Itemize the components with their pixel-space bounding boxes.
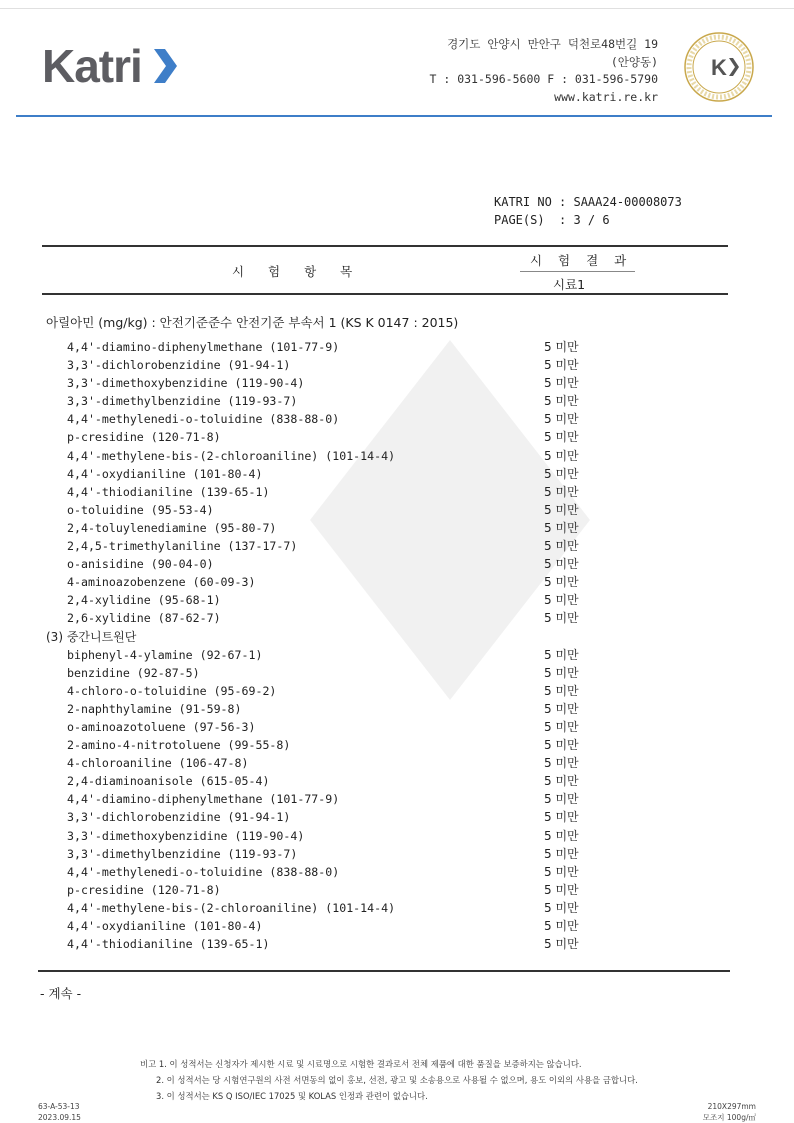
substance-name: 4-chloro-o-toluidine (95-69-2) (67, 683, 277, 698)
table-header-subrule (520, 271, 635, 272)
substance-name: 4,4'-methylenedi-o-toluidine (838-88-0) (67, 864, 340, 879)
table-row (0, 392, 794, 410)
substance-name: 3,3'-dimethylbenzidine (119-93-7) (67, 846, 298, 861)
continued-marker: - 계속 - (40, 986, 82, 1001)
substance-name: 2,4-diaminoanisole (615-05-4) (67, 774, 270, 789)
table-row (0, 591, 794, 609)
result-value: 5 미만 (544, 900, 579, 915)
address-line-2: (안양동) (610, 54, 658, 69)
form-code-block (38, 1101, 81, 1123)
result-value: 5 미만 (544, 792, 579, 807)
result-value: 5 미만 (544, 810, 579, 825)
table-row (0, 718, 794, 736)
substance-name: 4,4'-diamino-diphenylmethane (101-77-9) (67, 792, 340, 807)
table-row (0, 935, 794, 953)
table-row (0, 483, 794, 501)
result-value: 5 미만 (544, 430, 579, 445)
substance-name: 2,4-xylidine (95-68-1) (67, 593, 221, 608)
result-value: 5 미만 (544, 882, 579, 897)
table-row (0, 772, 794, 790)
table-row (0, 881, 794, 899)
paper-type: 모조지 100g/㎡ (702, 1113, 756, 1122)
substance-name: 2,4,5-trimethylaniline (137-17-7) (67, 539, 298, 554)
remarks (140, 1056, 638, 1104)
result-value: 5 미만 (544, 448, 579, 463)
table-row (0, 790, 794, 808)
table-row (0, 573, 794, 591)
substance-name: 4-aminoazobenzene (60-09-3) (67, 575, 256, 590)
substance-name: 2-naphthylamine (91-59-8) (67, 701, 242, 716)
result-rows (0, 338, 794, 953)
substance-name: 3,3'-dimethoxybenzidine (119-90-4) (67, 828, 305, 843)
substance-name: p-cresidine (120-71-8) (67, 430, 221, 445)
table-top-rule (42, 245, 728, 247)
chevron-right-icon (150, 46, 180, 86)
table-row (0, 338, 794, 356)
result-value: 5 미만 (544, 774, 579, 789)
result-value: 5 미만 (544, 611, 579, 626)
katri-seal-icon (683, 31, 755, 103)
table-row (0, 410, 794, 428)
svg-text:K: K (711, 55, 727, 80)
table-row (0, 754, 794, 772)
result-value: 5 미만 (544, 376, 579, 391)
table-row (0, 501, 794, 519)
address-line-1: 경기도 안양시 만안구 덕천로48번길 19 (447, 37, 658, 51)
result-value: 5 미만 (544, 394, 579, 409)
table-bottom-rule (38, 970, 730, 972)
result-value: 5 미만 (544, 756, 579, 771)
table-header-bottom-rule (42, 293, 728, 295)
substance-name: o-toluidine (95-53-4) (67, 502, 214, 517)
logo-text: Katri (42, 40, 142, 92)
table-row (0, 465, 794, 483)
result-value: 5 미만 (544, 828, 579, 843)
result-value: 5 미만 (544, 864, 579, 879)
table-row (0, 447, 794, 465)
document-meta (494, 193, 682, 229)
result-value: 5 미만 (544, 466, 579, 481)
substance-name: 4,4'-thiodianiline (139-65-1) (67, 937, 270, 952)
paper-spec-block (703, 1101, 756, 1123)
table-row (0, 917, 794, 935)
table-row (0, 899, 794, 917)
substance-name: biphenyl-4-ylamine (92-67-1) (67, 647, 263, 662)
contact-info (430, 36, 658, 106)
remark-2: 2. 이 성적서는 당 시험연구원의 사전 서면동의 없이 홍보, 선전, 광고 및 소송용으로 사용될 수 없으며, 용도 이외의 사용을 금합니다. (156, 1075, 638, 1085)
result-value: 5 미만 (544, 593, 579, 608)
result-value: 5 미만 (544, 919, 579, 933)
katri-logo (42, 38, 180, 94)
paper-size: 210X297mm (707, 1102, 756, 1111)
table-row (0, 682, 794, 700)
substance-name: 4-chloroaniline (106-47-8) (67, 756, 249, 771)
result-value: 5 미만 (544, 683, 579, 698)
table-row (0, 664, 794, 682)
result-value: 5 미만 (544, 701, 579, 716)
section-title: 아릴아민 (mg/kg) : 안전기준준수 안전기준 부속서 1 (KS K 0147 : 2015) (46, 315, 459, 330)
table-row (0, 609, 794, 627)
substance-name: 4,4'-methylenedi-o-toluidine (838-88-0) (67, 412, 340, 427)
result-value: 5 미만 (544, 719, 579, 734)
katri-no-label: KATRI NO (494, 195, 552, 209)
substance-name: 4,4'-methylene-bis-(2-chloroaniline) (101-14-4) (67, 900, 396, 915)
result-value: 5 미만 (544, 575, 579, 590)
result-value: 5 미만 (544, 340, 579, 354)
result-value: 5 미만 (544, 846, 579, 861)
result-value: 5 미만 (544, 520, 579, 535)
result-value: 5 미만 (544, 557, 579, 572)
column-header-result: 시 험 결 과 (530, 253, 633, 268)
page-value: : 3 / 6 (559, 213, 610, 227)
remark-1: 비고 1. 이 성적서는 신청자가 제시한 시료 및 시료명으로 시험한 결과로서 전체 제품에 대한 품질을 보증하지는 않습니다. (140, 1059, 582, 1069)
substance-name: benzidine (92-87-5) (67, 665, 200, 680)
table-row (0, 736, 794, 754)
result-value: 5 미만 (544, 665, 579, 680)
table-row (0, 428, 794, 446)
substance-name: 4,4'-thiodianiline (139-65-1) (67, 484, 270, 499)
top-edge-rule (0, 8, 794, 9)
substance-name: p-cresidine (120-71-8) (67, 882, 221, 897)
result-value: 5 미만 (544, 738, 579, 753)
substance-name: 4,4'-methylene-bis-(2-chloroaniline) (101-14-4) (67, 448, 396, 463)
result-value: 5 미만 (544, 358, 579, 373)
result-value: 5 미만 (544, 502, 579, 517)
substance-name: 2,6-xylidine (87-62-7) (67, 611, 221, 626)
section-subheading (0, 628, 794, 646)
table-row (0, 646, 794, 664)
substance-name: 4,4'-oxydianiline (101-80-4) (67, 919, 263, 933)
substance-name: o-aminoazotoluene (97-56-3) (67, 719, 256, 734)
remark-3: 3. 이 성적서는 KS Q ISO/IEC 17025 및 KOLAS 인정과 관련이 없습니다. (156, 1091, 428, 1101)
table-row (0, 863, 794, 881)
table-row (0, 845, 794, 863)
substance-name: 2-amino-4-nitrotoluene (99-55-8) (67, 738, 291, 753)
substance-name: 3,3'-dichlorobenzidine (91-94-1) (67, 358, 291, 373)
substance-name: (3) 중간니트원단 (46, 629, 137, 644)
katri-no-value: : SAAA24-00008073 (559, 195, 682, 209)
phone-fax-line: T : 031-596-5600 F : 031-596-5790 (429, 72, 658, 86)
table-row (0, 555, 794, 573)
result-value: 5 미만 (544, 539, 579, 554)
table-row (0, 537, 794, 555)
substance-name: 3,3'-dimethylbenzidine (119-93-7) (67, 394, 298, 409)
substance-name: 3,3'-dimethoxybenzidine (119-90-4) (67, 376, 305, 391)
website: www.katri.re.kr (554, 89, 658, 104)
result-value: 5 미만 (544, 647, 579, 662)
header-divider (16, 115, 772, 117)
table-row (0, 519, 794, 537)
katri-no-row (494, 193, 682, 211)
table-row (0, 356, 794, 374)
substance-name: 4,4'-oxydianiline (101-80-4) (67, 466, 263, 481)
substance-name: 2,4-toluylenediamine (95-80-7) (67, 520, 277, 535)
result-value: 5 미만 (544, 484, 579, 499)
table-row (0, 700, 794, 718)
substance-name: 4,4'-diamino-diphenylmethane (101-77-9) (67, 340, 340, 354)
page-row (494, 211, 682, 229)
page-label: PAGE(S) (494, 213, 545, 227)
result-value: 5 미만 (544, 937, 579, 952)
table-row (0, 374, 794, 392)
substance-name: o-anisidine (90-04-0) (67, 557, 214, 572)
table-row (0, 808, 794, 826)
table-row (0, 827, 794, 845)
form-date: 2023.09.15 (38, 1113, 81, 1122)
form-code: 63-A-53-13 (38, 1102, 80, 1111)
result-value: 5 미만 (544, 412, 579, 427)
column-header-sample: 시료1 (553, 277, 586, 292)
column-header-item: 시 험 항 목 (232, 264, 363, 279)
substance-name: 3,3'-dichlorobenzidine (91-94-1) (67, 810, 291, 825)
